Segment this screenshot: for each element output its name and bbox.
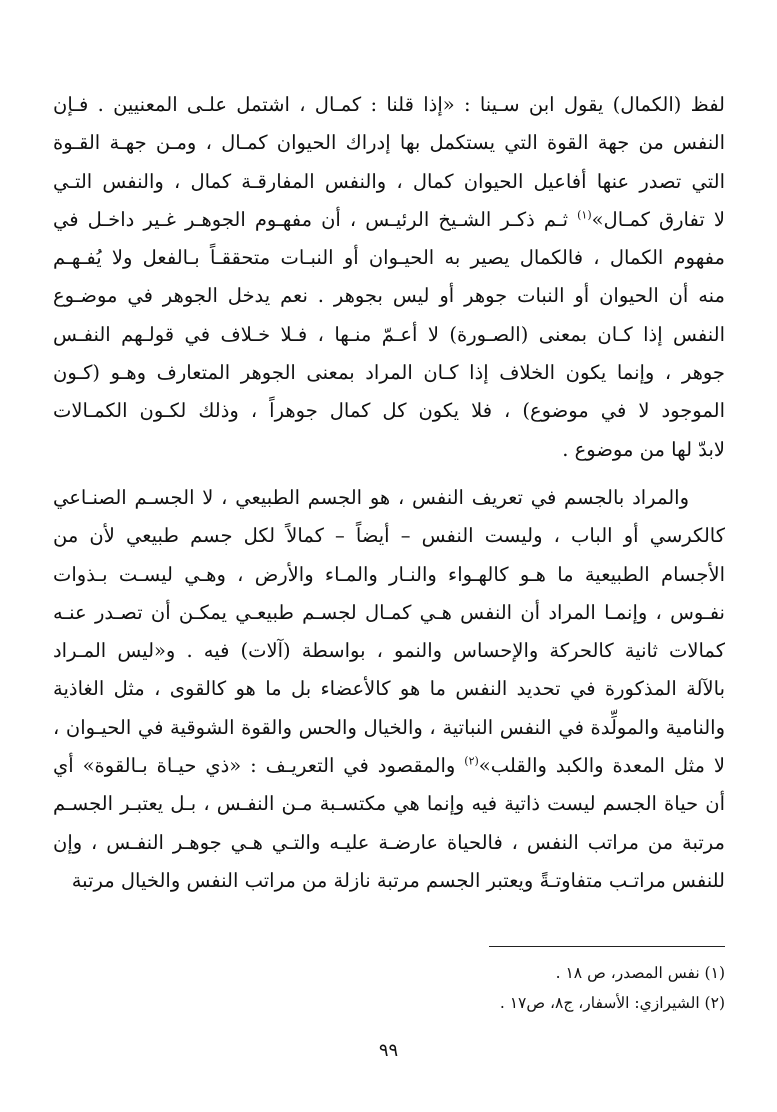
footnote-divider (489, 946, 725, 947)
paragraph-1-line-7: النفس إذا كـان بمعنى (الصـورة) لا أعـمّ منـها ، فـلا خـلاف في قولـهم النفـس (53, 322, 725, 346)
paragraph-1-line-3: التي تصدر عنها أفاعيل الحيوان كمال ، والنفس المفارقـة كمال ، والنفس التـي (53, 169, 725, 193)
footnotes (53, 958, 725, 1018)
footnote-reference[interactable]: (١) (577, 208, 592, 222)
paragraph-1-line-4: لا تفارق كمـال»$^{(١)}$ ثـم ذكـر الشـيخ الرئيـس ، أن مفهـوم الجوهـر غـير داخـل في (53, 207, 725, 231)
paragraph-2-line-9: أن حياة الجسم ليست ذاتية فيه وإنما هي مكتسـبة مـن النفـس ، بـل يعتبـر الجسـم (53, 792, 725, 816)
paragraph-1-line-2: النفس من جهة القوة التي يستكمل بها إدراك الحيوان كمـال ، ومـن جهـة القـوة (53, 131, 725, 155)
paragraph-2-line-4: نفـوس ، وإنمـا المراد أن النفس هـي كمـال لجسـم طبيعـي يمكـن أن تصـدر عنـه (53, 600, 725, 624)
paragraph-2-line-2: كالكرسي أو الباب ، وليست النفس – أيضاً – كمالاً لكل جسم طبيعي لأن من (53, 524, 725, 548)
paragraph-2-line-7: والنامية والمولِّدة في النفس النباتية ، والخيال والحس والقوة الشوقية في الحيـوان ، (53, 715, 725, 739)
paragraph-2 (53, 479, 725, 900)
paragraph-1 (53, 86, 725, 469)
paragraph-2-line-1: والمراد بالجسم في تعريف النفس ، هو الجسم الطبيعي ، لا الجسـم الصنـاعي (53, 485, 689, 509)
paragraph-1-line-8: جوهر ، وإنما يكون الخلاف إذا كـان المراد بمعنى الجوهر المتعارف وهـو (كـون (53, 361, 725, 385)
page-number: ٩٩ (378, 1040, 399, 1061)
paragraph-2-line-10: مرتبة من مراتب النفس ، فالحياة عارضـة عليـه والتـي هـي جوهـر النفـس ، وإن (53, 830, 725, 854)
paragraph-2-line-11: للنفس مراتـب متفاوتـةً ويعتبر الجسم مرتبة نازلة من مراتب النفس والخيال مرتبة (71, 868, 725, 892)
paragraph-2-line-6: بالآلة المذكورة في تحديد النفس ما هو كالأعضاء بل ما هو كالقوى ، مثل الغاذية (53, 677, 725, 701)
paragraph-2-line-8: لا مثل المعدة والكبد والقلب»$^{(٢)}$ والمقصود في التعريـف : «ذي حيـاة بـالقوة» أي (53, 754, 725, 778)
paragraph-2-line-5: كمالات ثانية كالحركة والإحساس والنمو ، بواسطة (آلات) فيه . و«ليس المـراد (53, 639, 725, 663)
paragraph-1-line-9: الموجود لا في موضوع) ، فلا يكون كل كمال جوهراً ، وذلك لكـون الكمـالات (53, 399, 725, 423)
footnote-reference[interactable]: (٢) (464, 754, 479, 768)
paragraph-1-line-1: لفظ (الكمال) يقول ابن سـينا : «إذا قلنا : كمـال ، اشتمل علـى المعنيين . فـإن (53, 93, 725, 116)
main-text (53, 86, 725, 900)
paragraph-1-line-10: لابدّ لها من موضوع . (562, 437, 725, 461)
paragraph-1-line-6: منه أن الحيوان أو النبات جوهر أو ليس بجوهر . نعم يدخل الجوهر في موضـوع (53, 284, 725, 308)
footnote-2: (٢) الشيرازي: الأسفار، ج٨، ص١٧ . (499, 994, 725, 1012)
footnote-1: (١) نفس المصدر، ص ١٨ . (555, 964, 725, 982)
paragraph-2-line-3: الأجسام الطبيعية ما هـو كالهـواء والنـار والمـاء والأرض ، وهـي ليسـت بـذوات (53, 562, 725, 586)
paragraph-1-line-5: مفهوم الكمال ، فالكمال يصير به الحيـوان أو النبـات متحققـاً بـالفعل ولا يُفـهـم (53, 246, 725, 270)
